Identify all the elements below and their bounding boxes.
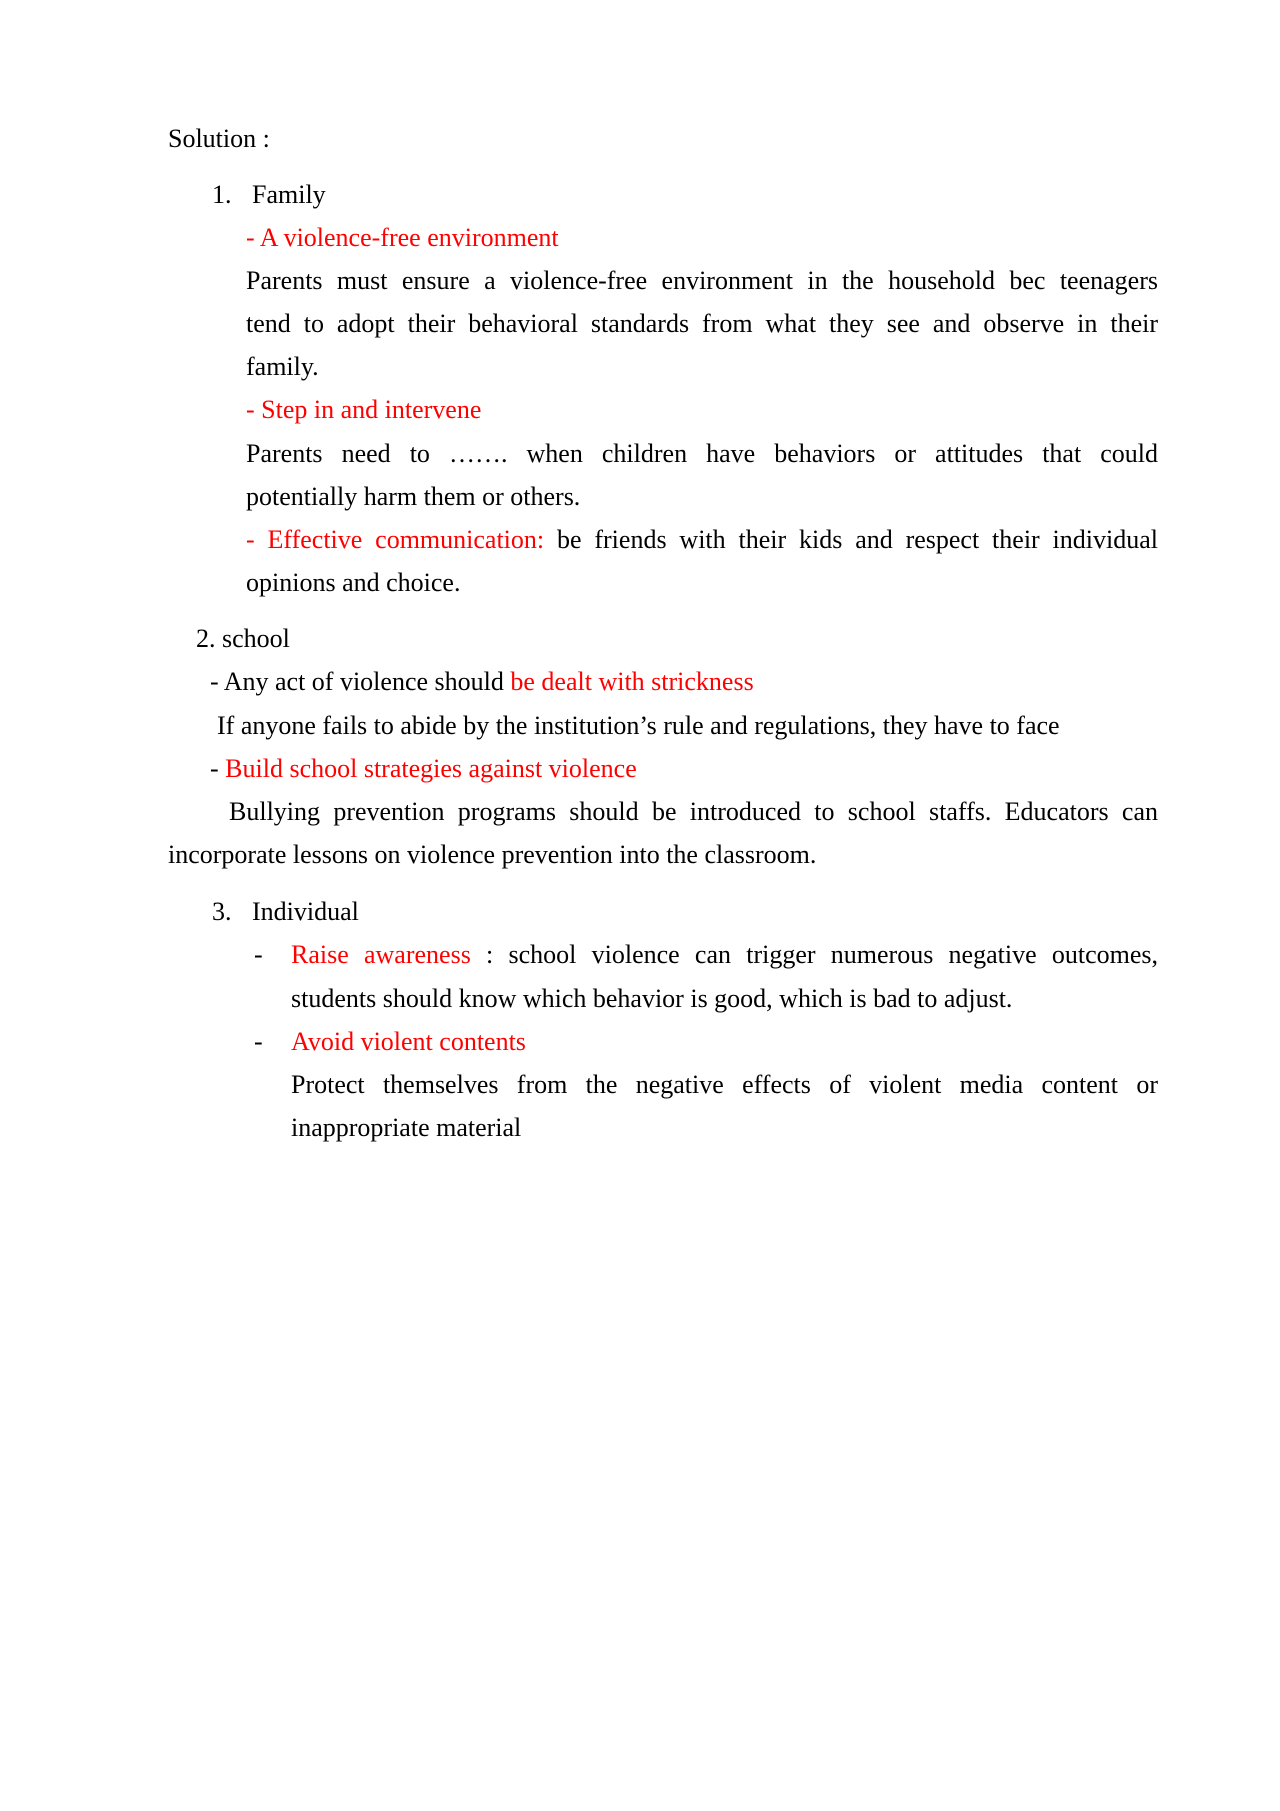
individual-item-2-line-1: Protect themselves from the negative effects of violent media content or — [291, 1070, 1158, 1099]
school-heading: 2. school — [196, 624, 290, 653]
individual-item-1-highlight: Raise awareness — [291, 940, 471, 969]
school-bullet-2-dash: - — [210, 754, 226, 783]
individual-item-1-line-1 — [291, 940, 1158, 970]
family-paragraph-2-line-2: potentially harm them or others. — [246, 482, 581, 511]
individual-dash-1: - — [254, 940, 263, 969]
school-bullet-1 — [210, 667, 754, 697]
individual-item-1-text: : school violence can trigger numerous negative outcomes, — [470, 940, 1158, 969]
family-paragraph-1-line-3: family. — [246, 352, 319, 381]
family-heading: Family — [252, 180, 326, 209]
individual-item-2-line-2: inappropriate material — [291, 1113, 522, 1142]
family-paragraph-3-line-2: opinions and choice. — [246, 568, 461, 597]
family-subheading-intervene: - Step in and intervene — [246, 395, 482, 424]
individual-heading: Individual — [252, 897, 359, 926]
school-bullet-1-text: - Any act of violence should — [210, 667, 511, 696]
family-paragraph-3-text: be friends with their kids and respect their individual — [544, 525, 1158, 554]
individual-dash-2: - — [254, 1027, 263, 1056]
school-bullet-2-highlight: Build school strategies against violence — [225, 754, 637, 783]
school-bullet-1-highlight: be dealt with strickness — [510, 667, 754, 696]
family-paragraph-1-line-1: Parents must ensure a violence-free environment in the household bec teenagers — [246, 266, 1158, 295]
list-number-3: 3. — [212, 897, 232, 926]
individual-item-2-highlight: Avoid violent contents — [291, 1027, 526, 1056]
school-bullet-2 — [210, 754, 637, 784]
family-paragraph-1-line-2: tend to adopt their behavioral standards from what they see and observe in their — [246, 309, 1158, 338]
list-number-1: 1. — [212, 180, 232, 209]
school-bullet-1-line-2: If anyone fails to abide by the institution’s rule and regulations, they have to face — [217, 711, 1060, 740]
family-subheading-communication: - Effective communication: — [246, 525, 545, 554]
school-paragraph-line-1: Bullying prevention programs should be introduced to school staffs. Educators can — [229, 797, 1158, 826]
solution-title: Solution : — [168, 124, 270, 153]
family-subheading-violence-free: - A violence-free environment — [246, 223, 559, 252]
family-paragraph-2-line-1: Parents need to ……. when children have behaviors or attitudes that could — [246, 439, 1158, 468]
family-paragraph-3-line-1 — [246, 525, 1158, 555]
individual-item-1-line-2: students should know which behavior is good, which is bad to adjust. — [291, 984, 1013, 1013]
school-paragraph-line-2: incorporate lessons on violence prevention into the classroom. — [168, 840, 817, 869]
